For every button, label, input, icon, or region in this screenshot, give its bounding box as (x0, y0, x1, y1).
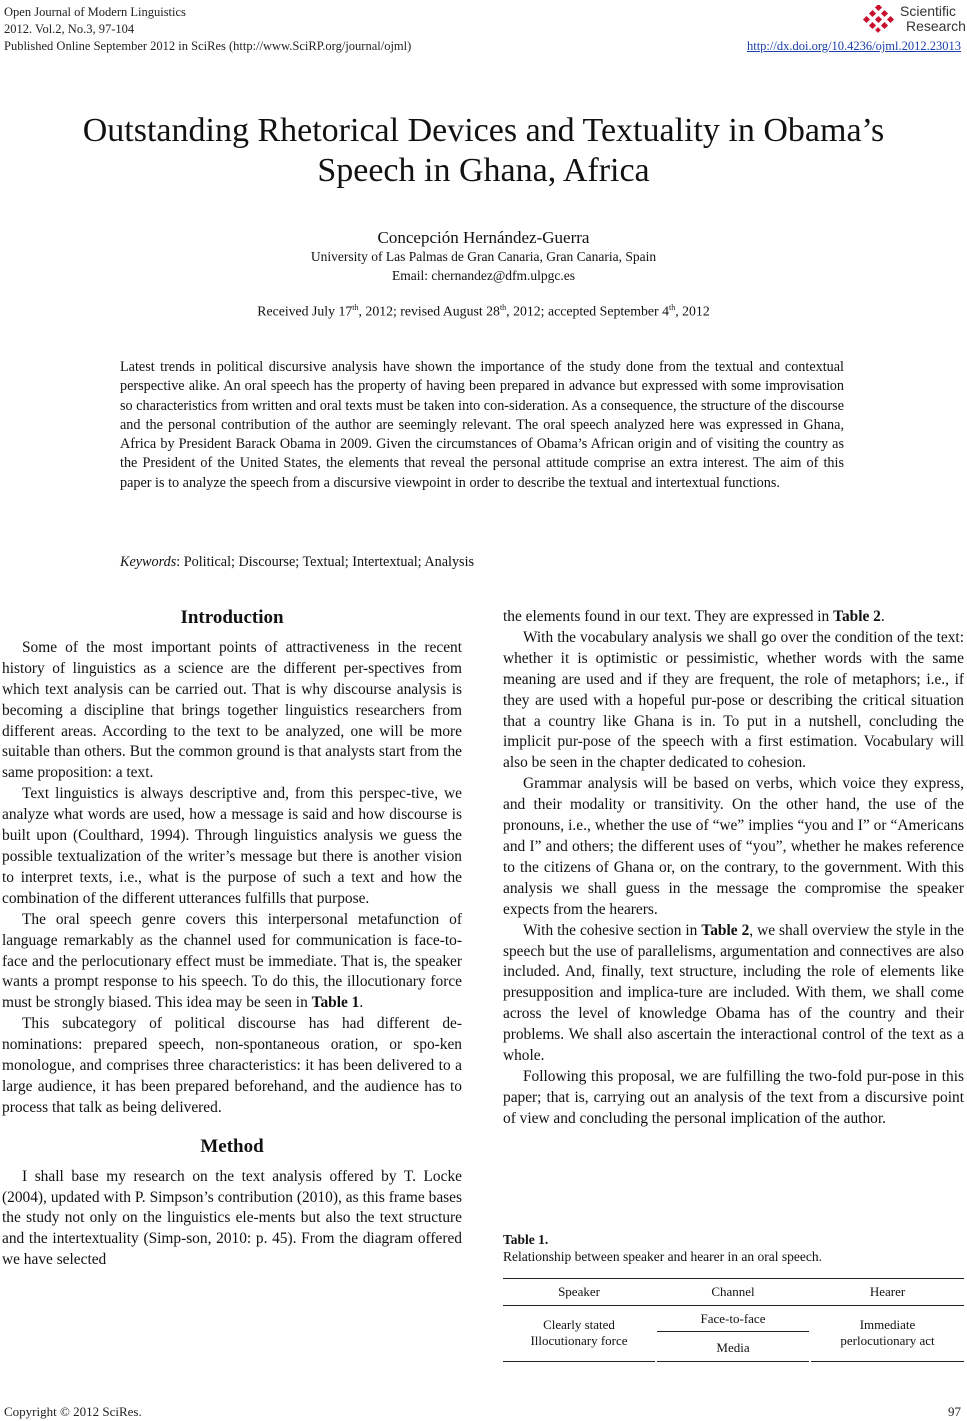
footer-page-number: 97 (948, 1404, 961, 1419)
method-paragraph-purpose: Following this proposal, we are fulfilling the two-fold pur-pose in this paper; that is, carrying out an analysis of the text from a discursive point of view and concluding the personal implication of the author. (503, 1067, 964, 1127)
logo-text-scientific: Scientific (900, 3, 957, 19)
scientific-research-logo (862, 2, 966, 36)
method-paragraph-cohesion: With the cohesive section in Table 2, we shall overview the style in the speech but the use of parallelisms, argumentation and connectives are also included. And, finally, text structure, including the role of elements like presupposition and implica-ture are included. With them, we shall come across the level of knowledge Obama has of the country and their problems. We shall also ascertain the interactional control of the text as a whole. (503, 921, 965, 1065)
table-channel-divider (657, 1331, 809, 1332)
table-top-rule (503, 1278, 964, 1279)
journal-volume: 2012. Vol.2, No.3, 97-104 (4, 22, 135, 36)
published-online: Published Online September 2012 in SciRes (http://www.SciRP.org/journal/ojml) (4, 39, 412, 53)
table-1-caption: Relationship between speaker and hearer in an oral speech. (503, 1249, 822, 1264)
table-cell-channel-media: Media (716, 1340, 750, 1355)
journal-name: Open Journal of Modern Linguistics (4, 5, 186, 19)
left-column (2, 608, 462, 1271)
method-paragraph-vocabulary: With the vocabulary analysis we shall go over the condition of the text: whether it is optimistic or pessimistic, whether words with the same meaning are used and if they are frequent, the role of metaphors; i.e., if they are used with a hopeful pur-pose or describing the critical situation that a country like Ghana is in. To put in a nutshell, concluding the implicit pur-pose of the speech with a first estimation. Vocabulary will also be seen in the chapter dedicated to cohesion. (503, 628, 964, 772)
table-header-hearer: Hearer (869, 1284, 906, 1299)
method-paragraph-grammar: Grammar analysis will be based on verbs, which voice they express, and their modality or transitivity. On the other hand, the use of the pronouns, i.e., whether the use of “we” implies “you and I” or “Americans and I” and others; the different uses of “you”, whether he makes reference to the citizens of Ghana or, on the contrary, to the government. With this analysis we shall guess in the message the compromise the speaker expects from the hearers. (503, 775, 964, 918)
author-email: Email: chernandez@dfm.ulpgc.es (392, 268, 575, 283)
abstract: Latest trends in political discursive analysis have shown the importance of the study done from the textual and contextual perspective alike. An oral speech has the property of having been prepared in advance but expressed with some improvisation so characteristics from written and oral texts must be taken into con-sideration. As a consequence, the structure of the discourse and the personal contribution of the author are seemingly relevant. The oral speech analyzed here was expressed in Ghana, Africa by President Barack Obama in 2009. Given the circumstances of Obama’s African origin and of visiting the country as the President of the United States, the elements that reveal the personal attitude comprise an extra interest. The aim of this paper is to analyze the speech from a discursive viewpoint in order to describe the textual and intertextual functions. (120, 359, 844, 491)
table-cell-hearer-1: Immediate (859, 1317, 916, 1332)
table-bottom-rule-3 (811, 1361, 964, 1362)
section-heading-method: Method (200, 1135, 264, 1157)
keywords: Keywords: Political; Discourse; Textual; Intertextual; Analysis (120, 554, 475, 570)
received-dates: Received July 17th, 2012; revised August 28th, 2012; accepted September 4th, 2012 (257, 303, 710, 319)
table-header-channel: Channel (711, 1284, 755, 1299)
footer-copyright: Copyright © 2012 SciRes. (4, 1404, 142, 1419)
table-cell-channel-face: Face-to-face (700, 1311, 766, 1326)
intro-paragraph-3: The oral speech genre covers this interpersonal metafunction of language remarkably as the channel used for communication is face-to-face and the perlocutionary effect must be immediate. That is, the speaker wants a prompt response to his speech. To do this, the illocutionary force must be strongly biased. This idea may be seen in Table 1. (2, 910, 462, 1012)
table-bottom-rule-1 (503, 1361, 655, 1362)
intro-paragraph-2: Text linguistics is always descriptive and, from this perspec-tive, we analyze what words are used, how a message is said and how discourse is built upon (Coulthard, 1994). Through linguistics analysis we guess the possible textualization of the writer’s message but there is another vision to interpret texts, i.e., what is the purpose of such a text and how the combination of the different utterances fulfills that purpose. (2, 785, 462, 907)
table-header-speaker: Speaker (558, 1284, 600, 1299)
table-cell-hearer-2: perlocutionary act (840, 1333, 935, 1348)
table-1-label: Table 1. (503, 1232, 549, 1247)
author-name: Concepción Hernández-Guerra (377, 228, 590, 247)
paper-title-line-1: Outstanding Rhetorical Devices and Textuality in Obama’s (82, 112, 885, 149)
method-paragraph-continued: the elements found in our text. They are expressed in Table 2. (503, 608, 885, 625)
logo-diamond-icon (862, 5, 898, 33)
paper-title-line-2: Speech in Ghana, Africa (317, 152, 650, 189)
logo-text-research: Research (906, 18, 966, 34)
intro-paragraph-4: This subcategory of political discourse has had different de-nominations: prepared speech, non-spontaneous oration, or spo-ken monologue, and comprises three characteristics: it has been delivered to a large audience, it has been prepared beforehand, and the audience has to process that talk as being delivered. (2, 1015, 462, 1116)
intro-paragraph-1: Some of the most important points of attractiveness in the recent history of linguistics as a science are the different per-spectives from which text analysis can be carried out. That is why discourse analysis is becoming a discipline that brings together linguistics researchers from different areas. According to the text to be analyzed, one will be more suitable than others. But the common ground is that analysts start from the same proposition: a text. (2, 638, 462, 782)
method-paragraph-1: I shall base my research on the text analysis offered by T. Locke (2004), updated with P. Simpson’s contribution (2010), as this frame bases the study not only on the linguistics ele-ments but also the text structure and the intertextuality (Simp-son, 2010: p. 45). From the diagram offered we have selected (2, 1167, 462, 1269)
table-bottom-rule-2 (657, 1361, 809, 1362)
section-heading-introduction: Introduction (180, 607, 284, 628)
table-header-rule (503, 1305, 964, 1306)
table-cell-speaker-1: Clearly stated (543, 1317, 615, 1332)
right-column (503, 607, 964, 1130)
doi-link[interactable]: http://dx.doi.org/10.4236/ojml.2012.23013 (746, 39, 961, 53)
table-cell-speaker-2: Illocutionary force (530, 1333, 628, 1348)
author-affiliation: University of Las Palmas de Gran Canaria, Gran Canaria, Spain (310, 249, 657, 264)
